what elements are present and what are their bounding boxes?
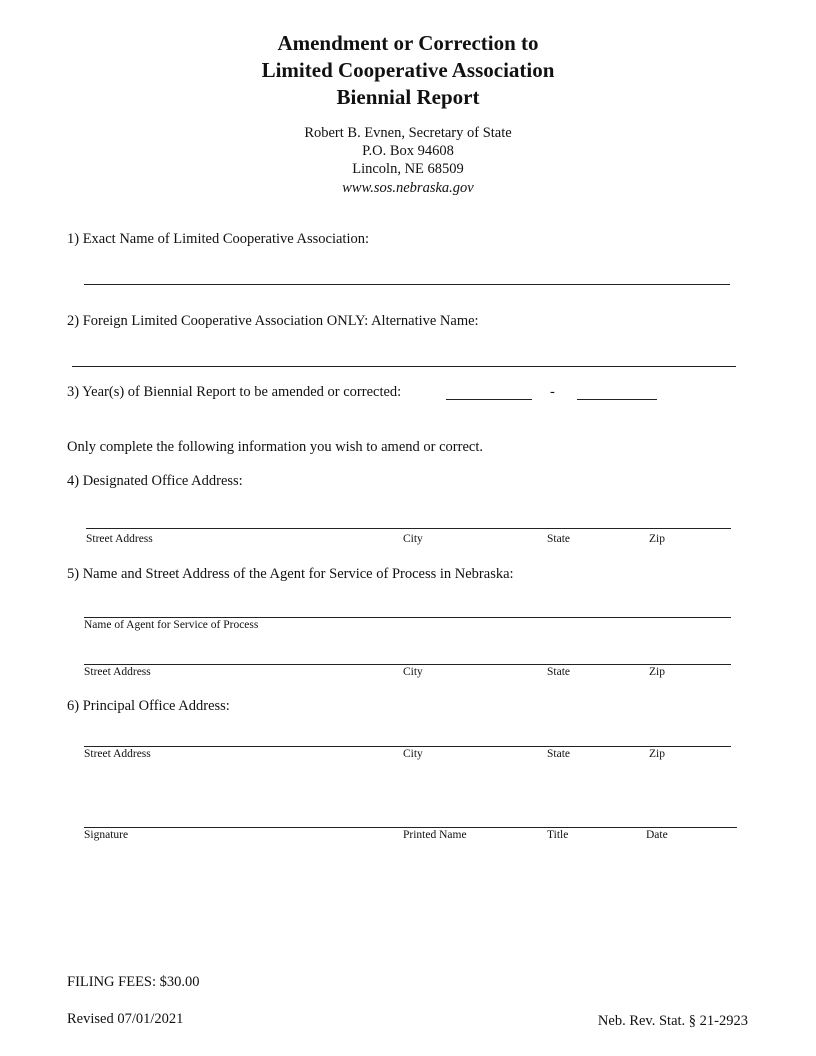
office-name: Robert B. Evnen, Secretary of State [304,125,512,141]
q6-label: 6) Principal Office Address: [67,698,230,714]
title-caption: Title [547,829,569,841]
year-to-field[interactable] [577,399,657,400]
q6-city-caption: City [403,748,423,760]
q5-city-caption: City [403,666,423,678]
po-box: P.O. Box 94608 [362,143,454,159]
agent-name-caption: Name of Agent for Service of Process [84,619,259,631]
city-state-zip: Lincoln, NE 68509 [352,161,464,177]
filing-fees: FILING FEES: $30.00 [67,974,200,990]
instruction-text: Only complete the following information you wish to amend or correct. [67,439,483,455]
year-from-field[interactable] [446,399,532,400]
q4-state-caption: State [547,533,570,545]
q5-label: 5) Name and Street Address of the Agent for Service of Process in Nebraska: [67,566,514,582]
designated-office-address-field[interactable] [86,528,731,529]
q1-label: 1) Exact Name of Limited Cooperative Association: [67,231,370,247]
q5-zip-caption: Zip [649,666,665,678]
q5-street-caption: Street Address [84,666,151,678]
revised-date: Revised 07/01/2021 [67,1011,184,1027]
q6-zip-caption: Zip [649,748,665,760]
q4-label: 4) Designated Office Address: [67,473,243,489]
q4-street-caption: Street Address [86,533,153,545]
form-title-line3: Biennial Report [336,85,480,109]
q6-street-caption: Street Address [84,748,151,760]
website-link[interactable]: www.sos.nebraska.gov [342,180,474,196]
form-title-line1: Amendment or Correction to [277,31,539,55]
alternative-name-field[interactable] [72,366,736,367]
date-caption: Date [646,829,668,841]
q4-zip-caption: Zip [649,533,665,545]
q5-state-caption: State [547,666,570,678]
q6-state-caption: State [547,748,570,760]
q2-label: 2) Foreign Limited Cooperative Association ONLY: Alternative Name: [67,313,479,329]
q3-label: 3) Year(s) of Biennial Report to be amended or corrected: [67,384,402,400]
association-name-field[interactable] [84,284,730,285]
q4-city-caption: City [403,533,423,545]
year-separator: - [550,384,555,400]
printed-name-caption: Printed Name [403,829,467,841]
form-title-line2: Limited Cooperative Association [261,58,555,82]
signature-caption: Signature [84,829,129,841]
statute-reference: Neb. Rev. Stat. § 21-2923 [597,1013,748,1029]
